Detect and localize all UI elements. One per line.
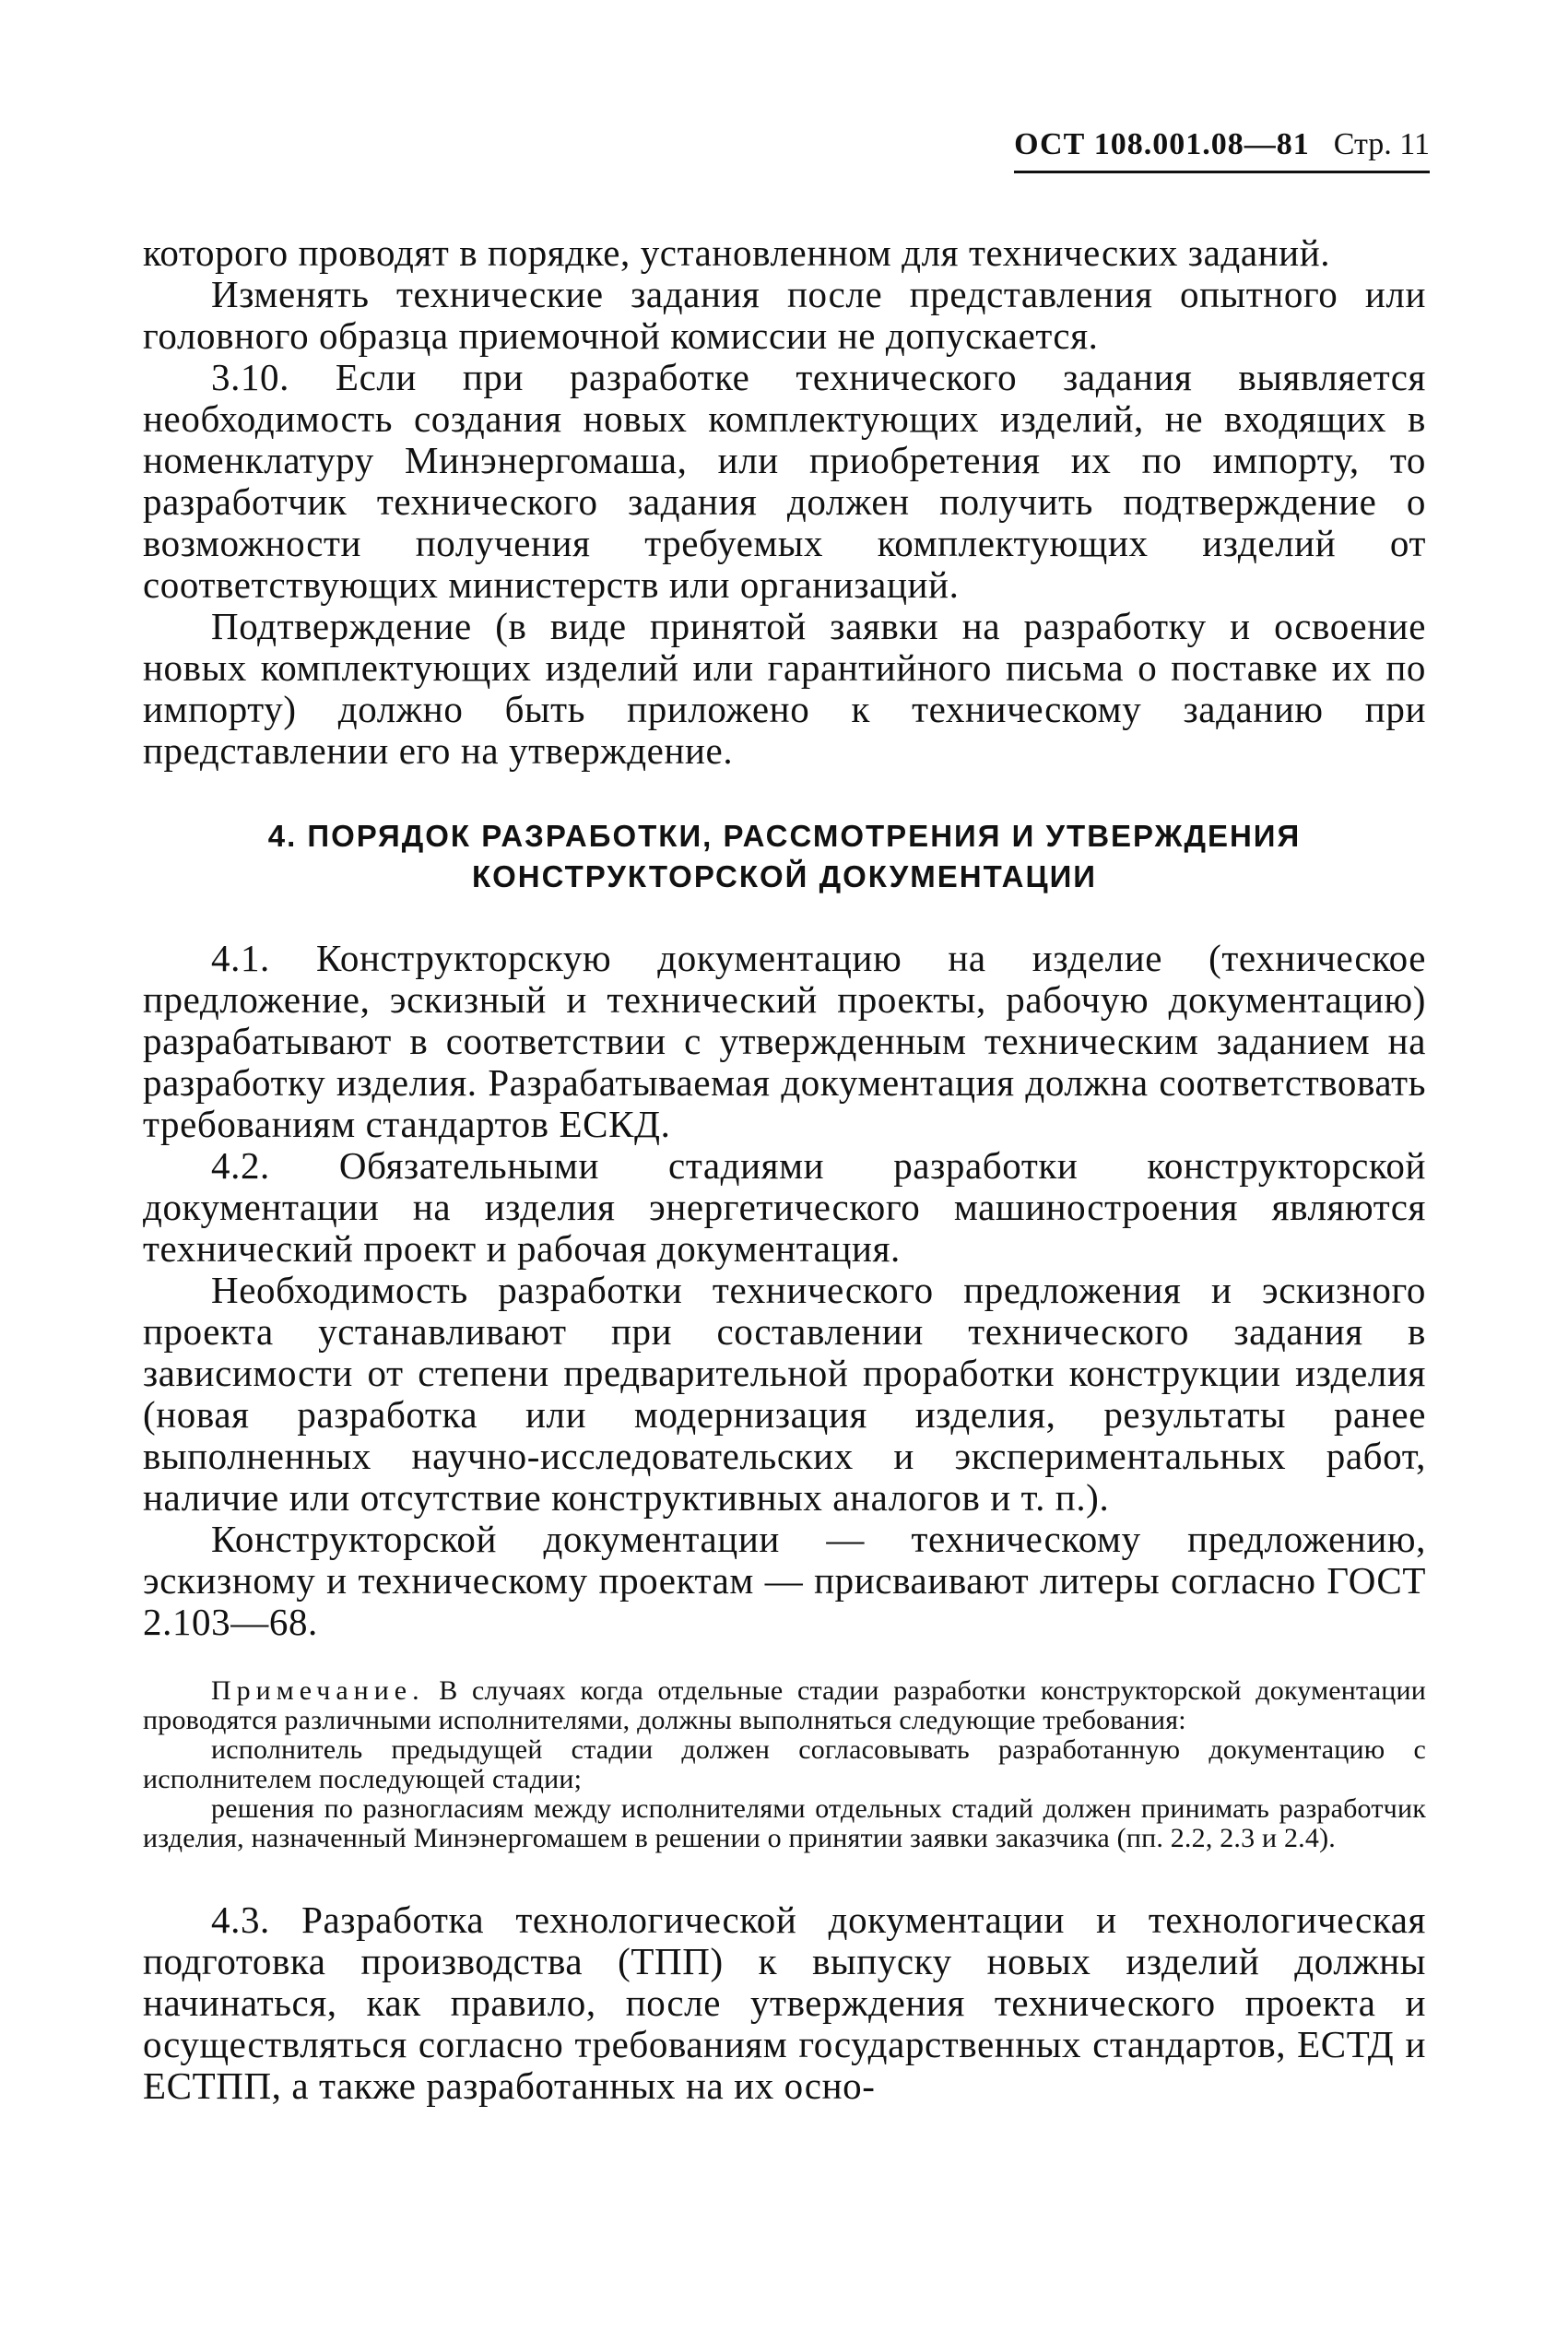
section-title-line: 4. ПОРЯДОК РАЗРАБОТКИ, РАССМОТРЕНИЯ И УТВЕРЖДЕНИЯ bbox=[267, 819, 1302, 853]
page-header bbox=[1014, 124, 1430, 173]
paragraph: Изменять технические задания после представления опытного или головного образца приемочной комиссии не допускается. bbox=[143, 273, 1426, 357]
paragraph: Подтверждение (в виде принятой заявки на разработку и освоение новых комплектующих изделий или гарантийного письма о поставке их по импорту) должно быть приложено к техническому заданию при представлении его на утверждение. bbox=[143, 605, 1426, 772]
standard-number: ОСТ 108.001.08—81 bbox=[1014, 127, 1310, 161]
section-title bbox=[143, 816, 1426, 897]
note-intro-text: В случаях когда отдельные стадии разработки конструкторской документации проводятся различными исполнителями, должны выполняться следующие требования: bbox=[143, 1675, 1427, 1735]
paragraph: Необходимость разработки технического предложения и эскизного проекта устанавливают при составлении технического задания в зависимости от степени предварительной проработки конструкции изделия (новая разработка или модернизация изделия, результаты ранее выполненных научно-исследовательских и экспериментальных работ, наличие или отсутствие конструктивных аналогов и т. п.). bbox=[143, 1269, 1426, 1519]
section-title-line: КОНСТРУКТОРСКОЙ ДОКУМЕНТАЦИИ bbox=[471, 859, 1098, 893]
paragraph-4-3: 4.3. Разработка технологической документации и технологическая подготовка производства (ТПП) к выпуску новых изделий должны начинаться, как правило, после утверждения технического проекта и осуществляться согласно требованиям государственных стандартов, ЕСТД и ЕСТПП, а также разработанных на их осно- bbox=[143, 1898, 1426, 2107]
note-item: исполнитель предыдущей стадии должен согласовывать разработанную документацию с исполнителем последующей стадии; bbox=[143, 1734, 1426, 1794]
paragraph-3-10: 3.10. Если при разработке технического задания выявляется необходимость создания новых комплектующих изделий, не входящих в номенклатуру Минэнергомаша, или приобретения их по импорту, то разработчик технического задания должен получить подтверждение о возможности получения требуемых комплектующих изделий от соответствующих министерств или организаций. bbox=[143, 356, 1426, 606]
page-number: Стр. 11 bbox=[1333, 127, 1430, 161]
paragraph-continuation: которого проводят в порядке, установленном для технических заданий. bbox=[143, 231, 1331, 274]
note-intro bbox=[143, 1676, 1426, 1735]
paragraph: Конструкторской документации — техническому предложению, эскизному и техническому проектам — присваивают литеры согласно ГОСТ 2.103—68. bbox=[143, 1518, 1426, 1643]
paragraph-4-1: 4.1. Конструкторскую документацию на изделие (техническое предложение, эскизный и технический проекты, рабочую документацию) разрабатывают в соответствии с утвержденным техническим заданием на разработку изделия. Разрабатываемая документация должна соответствовать требованиям стандартов ЕСКД. bbox=[143, 937, 1426, 1145]
document-body bbox=[143, 232, 1426, 2107]
paragraph-4-2: 4.2. Обязательными стадиями разработки конструкторской документации на изделия энергетического машиностроения являются технический проект и рабочая документация. bbox=[143, 1144, 1426, 1270]
note-item: решения по разногласиям между исполнителями отдельных стадий должен принимать разработчик изделия, назначенный Минэнергомашем в решении о принятии заявки заказчика (пп. 2.2, 2.3 и 2.4). bbox=[143, 1793, 1426, 1853]
note-label: Примечание. bbox=[211, 1675, 425, 1706]
note-block bbox=[143, 1676, 1426, 1853]
